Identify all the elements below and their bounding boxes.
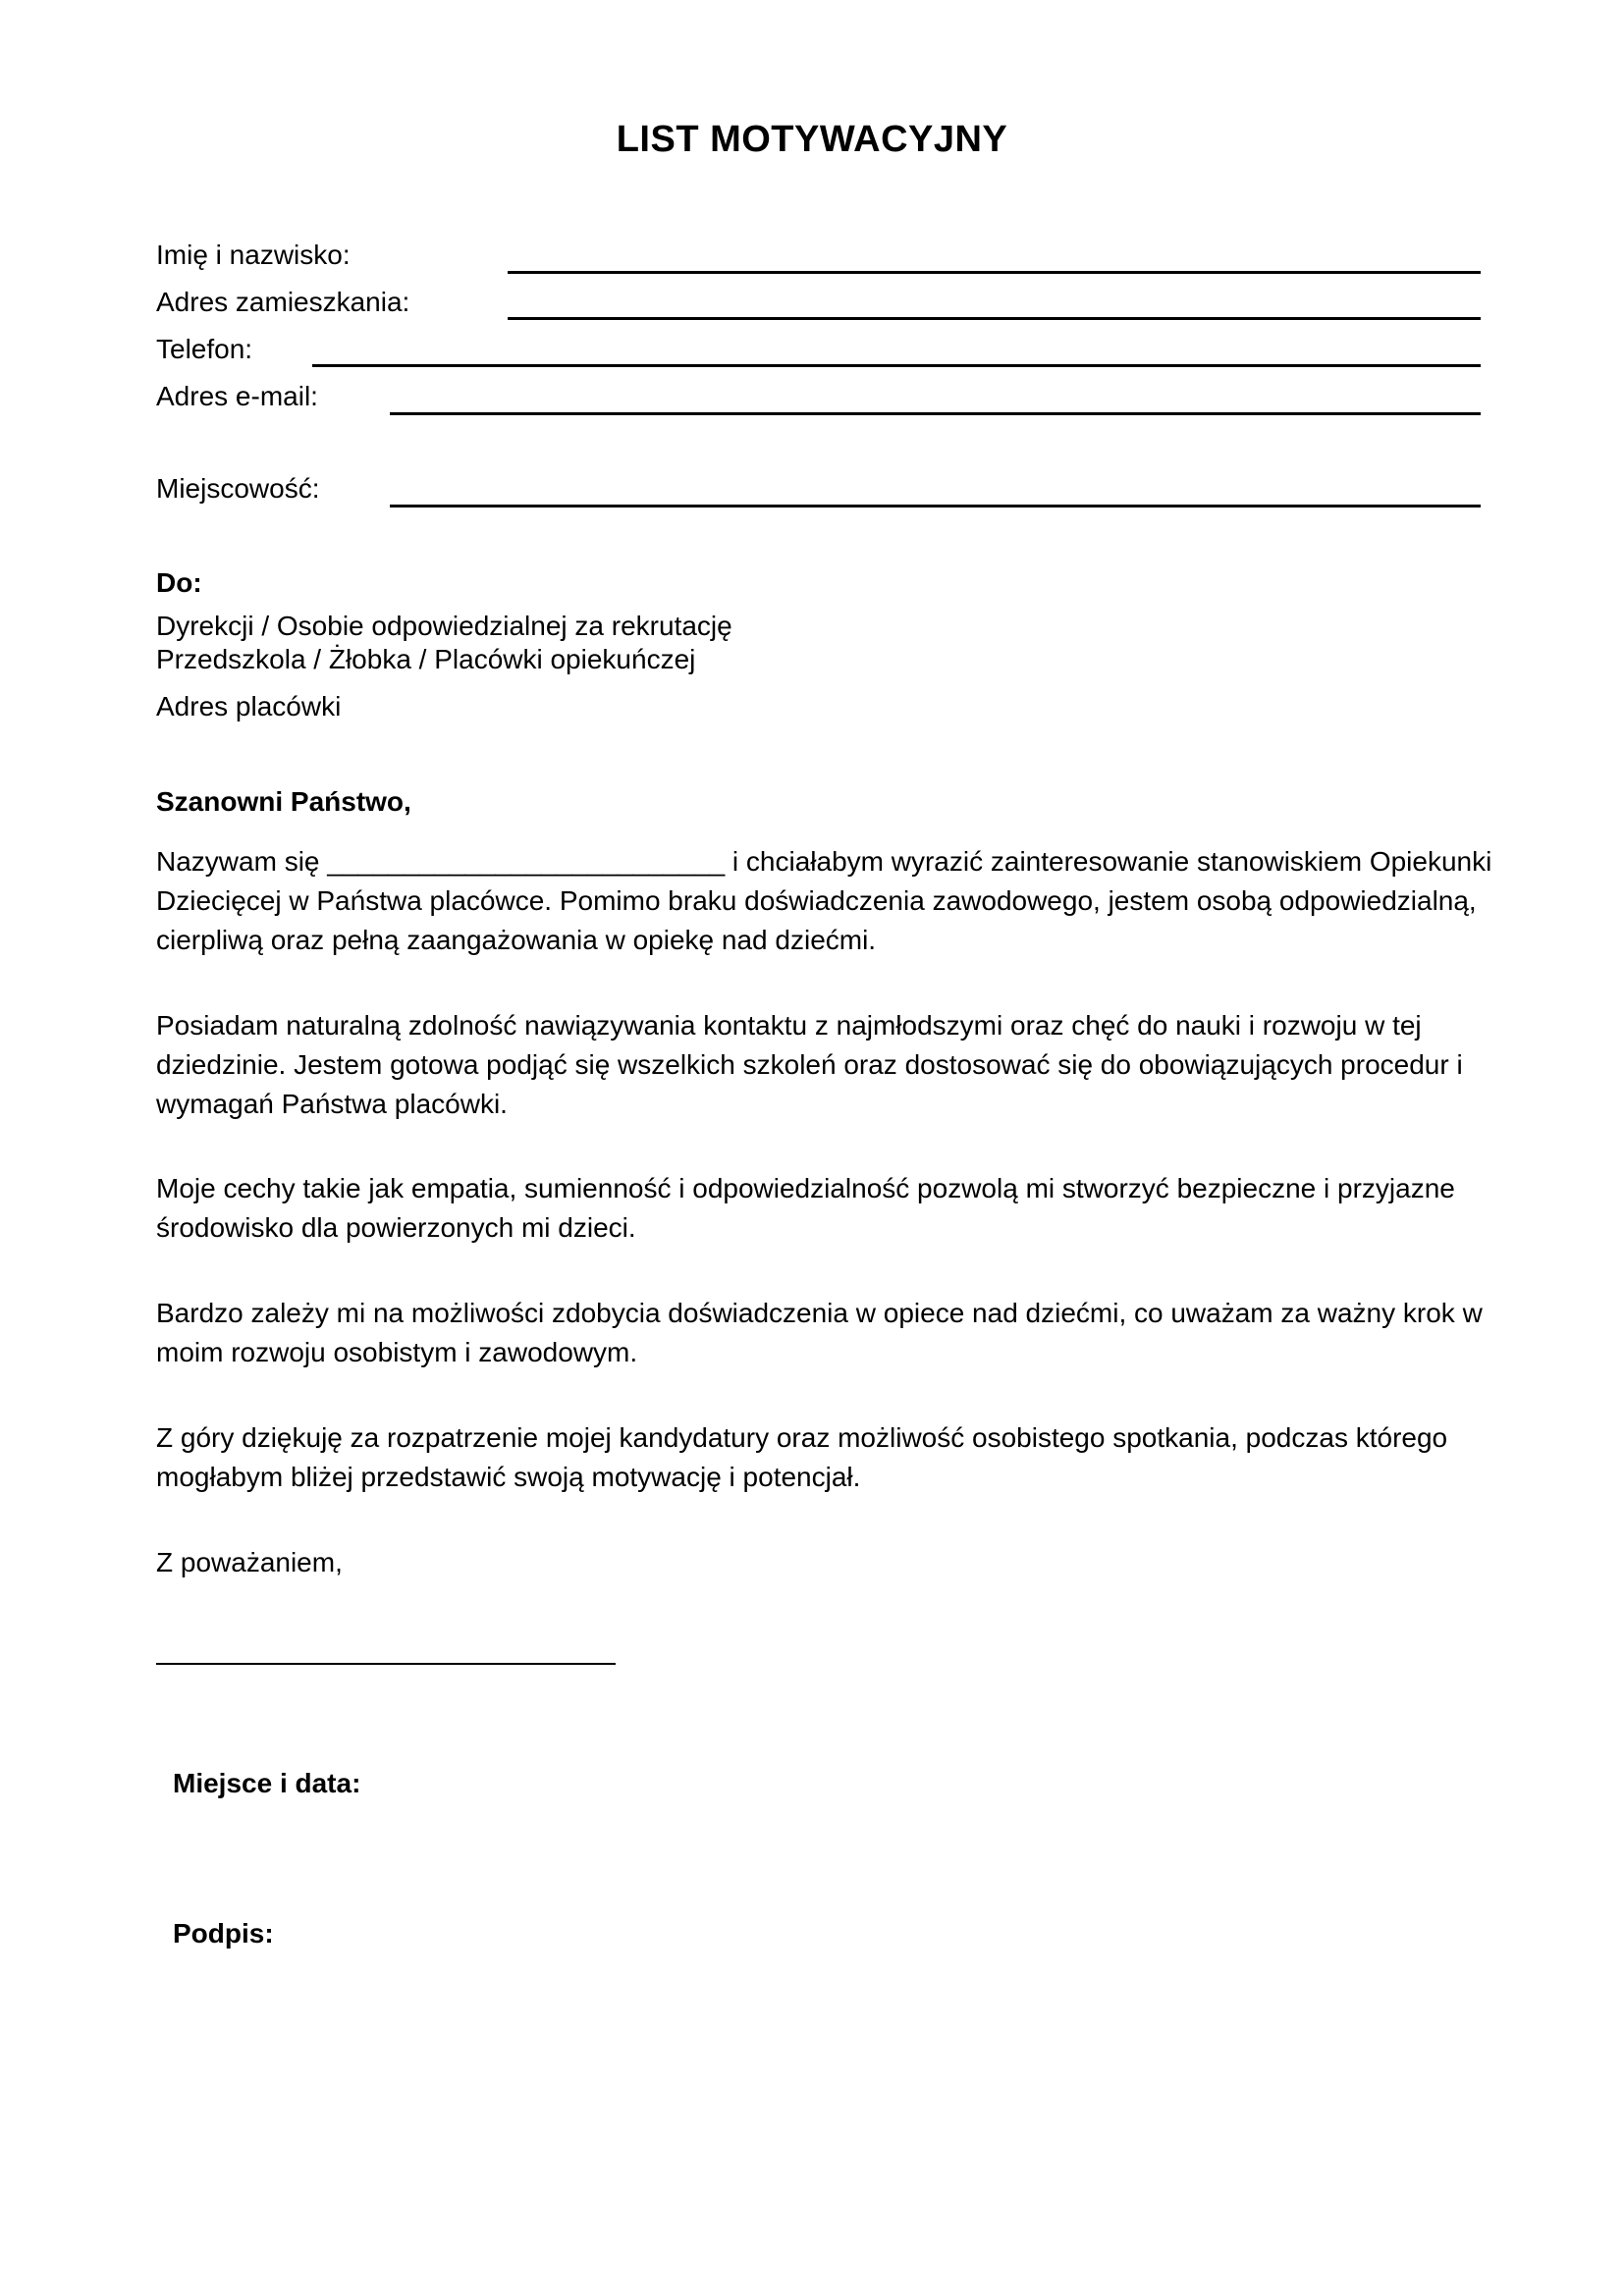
city-field-line[interactable] [390, 505, 1481, 507]
recipient-heading: Do: [156, 567, 202, 598]
email-field-line[interactable] [390, 412, 1481, 415]
paragraph-skills: Posiadam naturalną zdolność nawiązywania kontaktu z najmłodszymi oraz chęć do nauki i rozwoju w tej dziedzinie. Jestem gotowa podjąć się wszelkich szkoleń oraz dostosować się do obowiązujących procedur i wymagań Państwa placówki. [156, 1010, 1463, 1119]
phone-field-line[interactable] [312, 364, 1481, 367]
address-label: Adres zamieszkania: [156, 287, 410, 317]
salutation: Szanowni Państwo, [156, 786, 411, 817]
city-label: Miejscowość: [156, 473, 320, 504]
page-title: LIST MOTYWACYJNY [616, 119, 1008, 160]
email-label: Adres e-mail: [156, 381, 318, 411]
paragraph-thanks: Z góry dziękuję za rozpatrzenie mojej kandydatury oraz możliwość osobistego spotkania, podczas którego mogłabym bliżej przedstawić swoją motywację i potencjał. [156, 1422, 1448, 1492]
paragraph-intro: Nazywam się __________________________ i chciałabym wyrazić zainteresowanie stanowiskiem Opiekunki Dziecięcej w Państwa placówce. Pomimo braku doświadczenia zawodowego, jestem osobą odpowiedzialną, cierpliwą oraz pełną zaangażowania w opiekę nad dziećmi. [156, 846, 1492, 955]
recipient-line-2: Przedszkola / Żłobka / Placówki opiekuńczej [156, 644, 696, 674]
name-label: Imię i nazwisko: [156, 240, 351, 270]
paragraph-traits: Moje cechy takie jak empatia, sumienność i odpowiedzialność pozwolą mi stworzyć bezpieczne i przyjazne środowisko dla powierzonych mi dzieci. [156, 1173, 1455, 1243]
place-date-label: Miejsce i data: [173, 1768, 361, 1798]
name-field-line[interactable] [508, 271, 1481, 274]
closing: Z poważaniem, [156, 1547, 343, 1577]
signature-line[interactable] [156, 1663, 616, 1665]
recipient-line-3: Adres placówki [156, 691, 342, 721]
signature-label: Podpis: [173, 1918, 274, 1949]
address-field-line[interactable] [508, 317, 1481, 320]
phone-label: Telefon: [156, 334, 253, 364]
paragraph-experience: Bardzo zależy mi na możliwości zdobycia doświadczenia w opiece nad dziećmi, co uważam za ważny krok w moim rozwoju osobistym i zawodowym. [156, 1298, 1483, 1367]
recipient-line-1: Dyrekcji / Osobie odpowiedzialnej za rekrutację [156, 611, 732, 641]
